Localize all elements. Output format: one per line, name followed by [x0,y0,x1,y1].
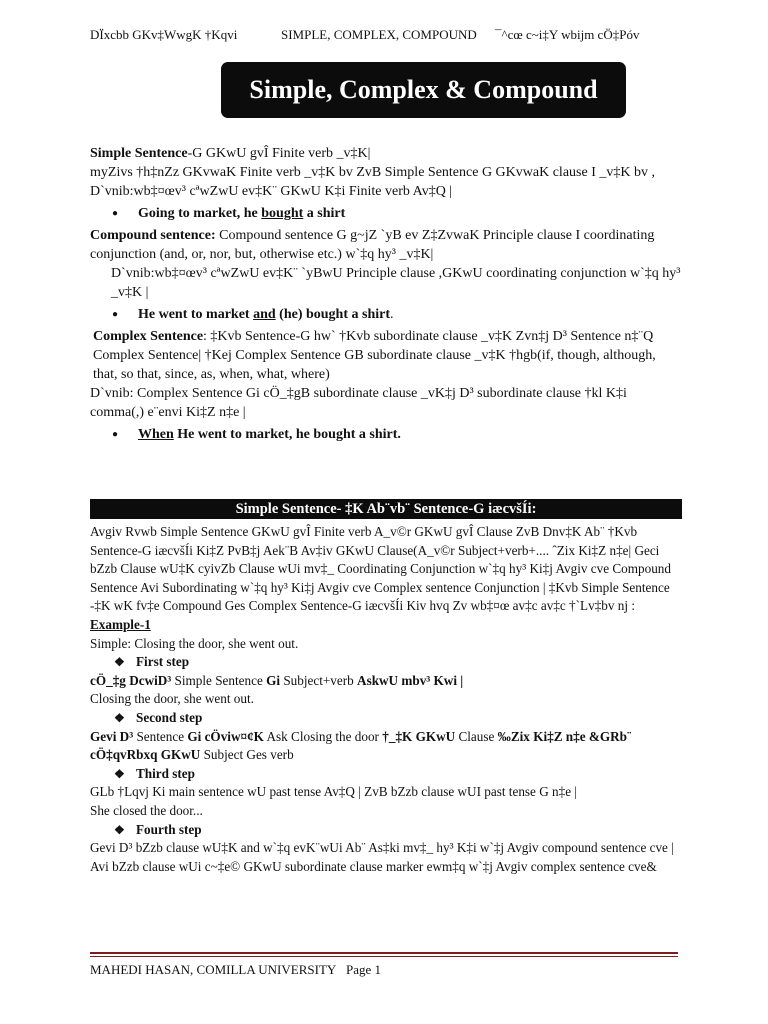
step-3-text: GLb †Lqvj Ki main sentence wU past tense Av‡Q | ZvB bZzb clause wUI past tense G n‡e | [90,784,577,800]
simple-sample: Simple: Closing the door, she went out. [90,635,299,651]
footer-page-number: Page 1 [346,962,382,977]
compound-term: Compound sentence: [90,228,216,243]
step-2-label: ❖ Second step [90,709,682,728]
simple-def-line1: Simple Sentence-G GKwU gvÎ Finite verb _v‡K| [90,146,371,161]
conversion-section [90,499,682,876]
header-center: SIMPLE, COMPLEX, COMPOUND [281,27,477,42]
header-right: ¯^cœ c~i‡Y wbijm cÖ‡Póv [495,27,640,42]
example-label: Example-1 [90,616,151,632]
compound-def-line2: D`vnib:wb‡¤œv³ cªwZwU ev‡K¨ `yBwU Principle clause ,GKwU coordinating conjunction w`‡q hy³ _v‡K | [111,266,681,300]
step-1-sample: Closing the door, she went out. [90,691,254,707]
title-banner [221,62,626,118]
section-heading: Simple Sentence- ‡K Ab¨vb¨ Sentence-G iæcvšÍi: [235,501,537,517]
intro-paragraph: Avgiv Rvwb Simple Sentence GKwU gvÎ Finite verb A_v©r GKwU gvÎ Clause ZvB Dnv‡K Ab¨ †Kvb Sentence-G iæcvšÍi Ki‡Z PvB‡j Aek¨B Av‡iv GKwU Clause(A_v©r Subject+verb+.... ˆZix Ki‡Z n‡e| Geci bZzb Clause wU‡K cyivZb Clause wUi mv‡_ Coordinating Conjunction w`‡q hy³ Ki‡j Avgiv cve Compound Sentence Avi Subordinating w`‡q hy³ Ki‡j Avgiv cve Complex sentence Conjunction | ‡Kvb Simple Sentence -‡K wK fv‡e Compound Ges Complex Sentence-G iæcvšÍi Kiv hvq Zv wb‡¤œ av‡c av‡c †`Lv‡bv nj : [90,524,671,614]
simple-def-line3: D`vnib:wb‡¤œv³ cªwZwU ev‡K¨ GKwU K‡i Finite verb Av‡Q | [90,184,453,199]
simple-def-line2: myZivs †h‡nZz GKvwaK Finite verb _v‡K bv ZvB Simple Sentence G GKvwaK clause I _v‡K bv , [90,165,655,180]
simple-example: ● Going to market, he bought a shirt [90,204,682,223]
step-3-sample: She closed the door... [90,802,203,818]
compound-example-list [90,305,682,324]
step-1-text: cÖ_‡g DcwiD³ Simple Sentence Gi Subject+verb AskwU mbv³ Kwi | [90,672,464,688]
step-1-label: ❖ First step [90,653,682,672]
simple-term: Simple Sentence [90,146,188,161]
simple-example-list [90,204,682,223]
complex-example: ● When He went to market, he bought a shirt. [90,425,682,444]
step-4-text: Gevi D³ bZzb clause wU‡K and w`‡q evK¨wUi Ab¨ As‡ki mv‡_ hy³ K‡i w`‡j Avgiv compound sentence cve | Avi bZzb clause wUi c~‡e© GKwU subordinate clause marker ewm‡q w`‡j Avgiv complex sentence cve& [90,840,674,874]
compound-def-line1: Compound sentence: Compound sentence G g~jZ `yB ev Z‡ZvwaK Principle clause I coordinating conjunction (and, or, nor, but, otherwise etc.) w`‡q hy³ _v‡K| [90,228,655,262]
footer [90,962,381,978]
step-2-text: Gevi D³ Sentence Gi cÖviw¤¢K Ask Closing the door †_‡K GKwU Clause ‰Zix Ki‡Z n‡e &GRb¨ cÖ‡qvRbxq GKwU Subject Ges verb [90,728,632,763]
complex-term: Complex Sentence [93,329,204,344]
footer-author: MAHEDI HASAN, COMILLA UNIVERSITY [90,962,337,977]
footer-divider [90,952,678,957]
complex-def-line2: D`vnib: Complex Sentence Gi cÖ_‡gB subordinate clause _vK‡j D³ subordinate clause †kl K‡i comma(,) e¨envi Ki‡Z n‡e | [90,386,627,420]
definitions-section [90,144,682,447]
complex-example-list [90,425,682,444]
step-4-label: ❖ Fourth step [90,821,682,840]
section-heading-bar [90,499,682,519]
page-title: Simple, Complex & Compound [249,75,598,104]
header-left: DÏxcbb GKv‡WwgK †Kqvi [90,27,238,42]
complex-def-line1: Complex Sentence: ‡Kvb Sentence-G hw` †Kvb subordinate clause _v‡K Zvn‡j D³ Sentence n‡¨Q Complex Sentence| †Kej Complex Sentence GB subordinate clause _v‡K †hgb(if, though, although, that, so that, since, as, when, what, where) [93,329,656,382]
compound-example: ● He went to market and (he) bought a shirt. [90,305,682,324]
step-3-label: ❖ Third step [90,765,682,784]
